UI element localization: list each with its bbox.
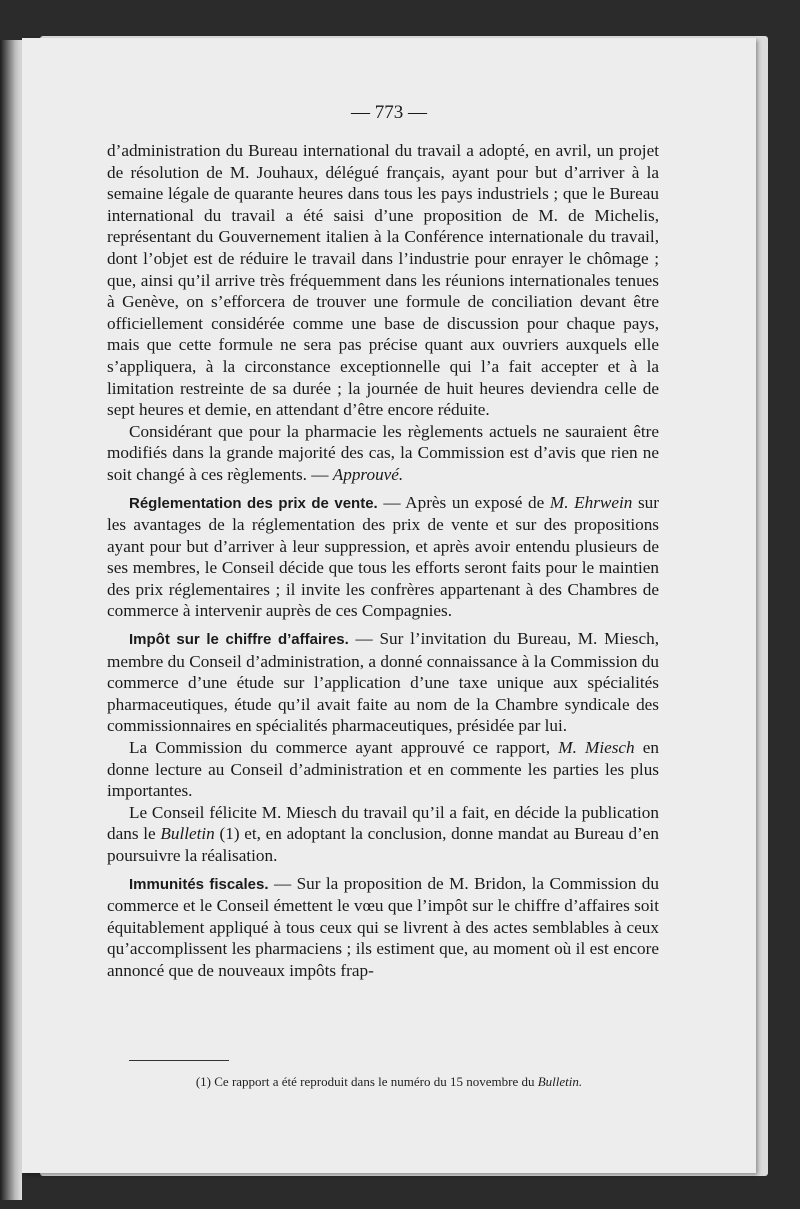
footnote-text: (1) Ce rapport a été reproduit dans le numéro du 15 novembre du (195, 1074, 538, 1089)
section-immunites (107, 873, 659, 982)
section-reglementation (107, 492, 659, 623)
document-page (22, 38, 756, 1173)
section-text: — Sur l’invitation du Bureau, M. Miesch, membre du Conseil d’administration, a donné connaissance à la Commission du commerce d’une étude sur l’application d’une taxe unique aux spécialités pharmaceutiques, étude qu’il avait faite au nom de la Chambre syndicale des commissionnaires en spécialités pharmaceutiques, présidée par lui. (107, 629, 659, 736)
page-number: — 773 — (351, 102, 427, 123)
paragraph-conseil (107, 802, 659, 867)
approval-text: Approuvé. (332, 464, 404, 484)
footnote (22, 1074, 756, 1090)
paragraph-text: (1) et, en adoptant la conclusion, donne mandat au Bureau d’en poursuivre la réalisation. (107, 824, 659, 865)
section-text: — Après un exposé de (377, 492, 550, 512)
paragraph-commission (107, 737, 659, 802)
footnote-divider (129, 1060, 229, 1061)
paragraph-italic: M. Miesch (558, 738, 635, 758)
paragraph-text: Considérant que pour la pharmacie les règlements actuels ne sauraient être modifiés dans la grande majorité des cas, la Commission est d’avis que rien ne soit changé à ces règlements. — (107, 421, 659, 484)
paragraph-italic: Bulletin (160, 824, 215, 844)
paragraph-text: La Commission du commerce ayant approuvé ce rapport, (129, 738, 559, 758)
section-title: Impôt sur le chiffre d’affaires. (129, 631, 349, 649)
section-impot (107, 628, 659, 737)
section-text: — Sur la proposition de M. Bridon, la Commission du commerce et le Conseil émettent le vœu que l’impôt sur le chiffre d’affaires soit équitablement appliqué à tous ceux qui se livrent à des actes semblables à ceux qu’accomplissent les pharmaciens ; ils estiment que, au moment où il est encore annoncé que de nouveaux impôts frap- (107, 873, 659, 980)
section-italic: M. Ehrwein (549, 492, 633, 512)
paragraph-text: en donne lecture au Conseil d’administration et en commente les parties les plus importantes. (107, 738, 659, 801)
paragraph-continuation: d’administration du Bureau international du travail a adopté, en avril, un projet de résolution de M. Jouhaux, délégué français, ayant pour but d’arriver à la semaine légale de quarante heures dans tous les pays industriels ; que le Bureau international du travail a été saisi d’une proposition de M. de Michelis, représentant du Gouvernement italien à la Conférence internationale du travail, dont l’objet est de réduire le travail dans l’industrie pour enrayer le chômage ; que, ainsi qu’il arrive très fréquemment dans les réunions internationales tenues à Genève, on s’efforcera de trouver une formule de conciliation devant être officiellement considérée comme une base de discussion pour chaque pays, mais que cette formule ne sera pas précise quant aux ouvriers auxquels elle s’appliquera, à la circonstance exceptionnelle qui l’a fait accepter et à la limitation restreinte de sa durée ; la journée de huit heures deviendra celle de sept heures et demie, en attendant d’être encore réduite. (107, 141, 659, 420)
section-title: Réglementation des prix de vente. (129, 494, 378, 512)
page-body (107, 140, 659, 982)
section-title: Immunités fiscales. (129, 875, 269, 893)
footnote-italic: Bulletin. (537, 1074, 583, 1089)
book-spine-edge (0, 40, 22, 1200)
section-text: sur les avantages de la réglementation des prix de vente et sur des propositions ayant pour but d’arriver à leur suppression, et après avoir entendu plusieurs de ses membres, le Conseil décide que tous les efforts seront faits pour le maintien des prix réglementaires ; il invite les confrères appartenant à des Chambres de commerce à intervenir auprès de ces Compagnies. (107, 492, 659, 621)
paragraph-text: Le Conseil félicite M. Miesch du travail qu’il a fait, en décide la publication dans le (107, 802, 659, 844)
paragraph-considerant (107, 421, 659, 486)
